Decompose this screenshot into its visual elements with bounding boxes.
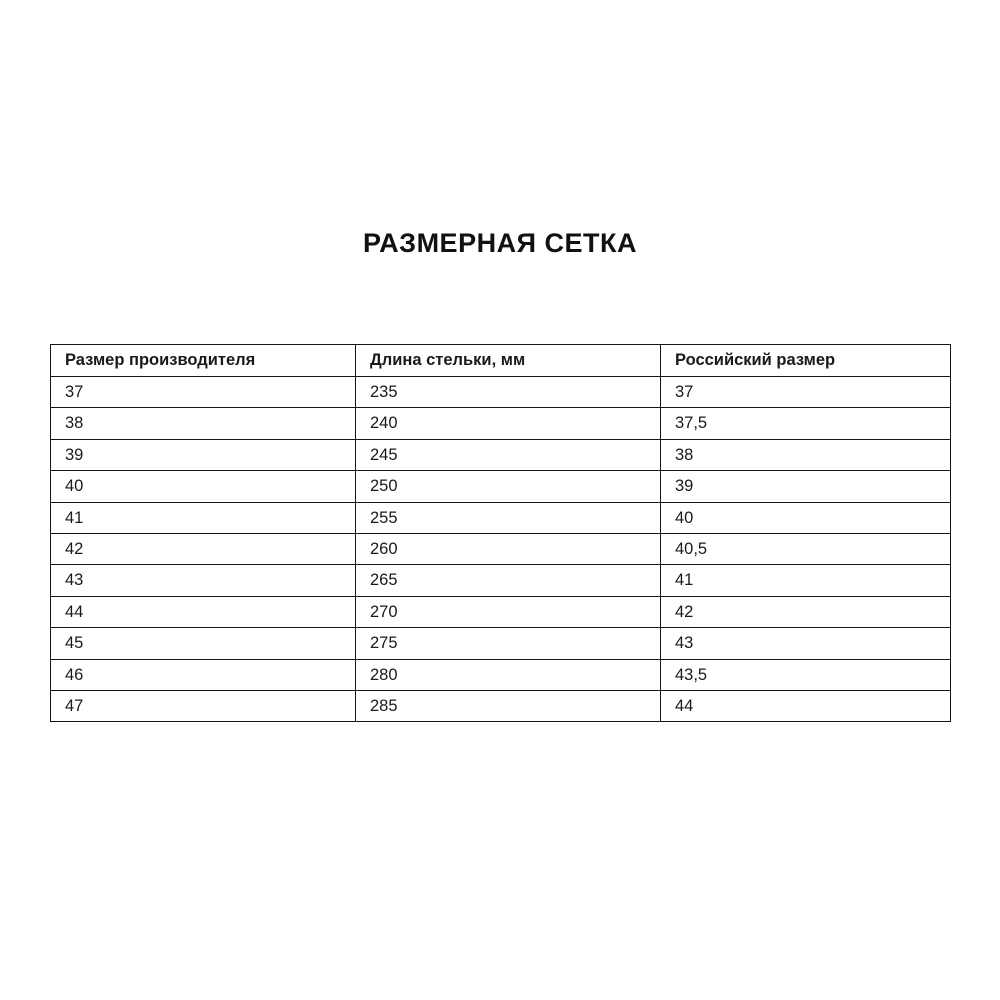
cell-manufacturer-size: 43 xyxy=(51,565,356,596)
table-header xyxy=(51,345,951,377)
cell-russian-size: 40,5 xyxy=(661,534,951,565)
table-row xyxy=(51,691,951,722)
cell-insole-length: 265 xyxy=(356,565,661,596)
size-table-container xyxy=(50,344,950,722)
cell-manufacturer-size: 44 xyxy=(51,596,356,627)
cell-insole-length: 250 xyxy=(356,471,661,502)
cell-russian-size: 44 xyxy=(661,691,951,722)
cell-insole-length: 280 xyxy=(356,659,661,690)
cell-manufacturer-size: 39 xyxy=(51,439,356,470)
column-header-russian-size: Российский размер xyxy=(661,345,951,377)
cell-manufacturer-size: 38 xyxy=(51,408,356,439)
cell-manufacturer-size: 37 xyxy=(51,377,356,408)
cell-insole-length: 270 xyxy=(356,596,661,627)
size-table xyxy=(50,344,951,722)
table-row xyxy=(51,659,951,690)
table-row xyxy=(51,502,951,533)
cell-insole-length: 240 xyxy=(356,408,661,439)
cell-manufacturer-size: 42 xyxy=(51,534,356,565)
cell-insole-length: 255 xyxy=(356,502,661,533)
cell-russian-size: 38 xyxy=(661,439,951,470)
cell-manufacturer-size: 46 xyxy=(51,659,356,690)
cell-insole-length: 275 xyxy=(356,628,661,659)
cell-insole-length: 235 xyxy=(356,377,661,408)
cell-russian-size: 37 xyxy=(661,377,951,408)
cell-manufacturer-size: 41 xyxy=(51,502,356,533)
cell-insole-length: 260 xyxy=(356,534,661,565)
table-row xyxy=(51,377,951,408)
table-row xyxy=(51,534,951,565)
table-row xyxy=(51,471,951,502)
cell-russian-size: 41 xyxy=(661,565,951,596)
table-row xyxy=(51,596,951,627)
cell-russian-size: 43,5 xyxy=(661,659,951,690)
table-row xyxy=(51,565,951,596)
column-header-manufacturer-size: Размер производителя xyxy=(51,345,356,377)
table-header-row xyxy=(51,345,951,377)
table-row xyxy=(51,439,951,470)
cell-russian-size: 39 xyxy=(661,471,951,502)
cell-russian-size: 40 xyxy=(661,502,951,533)
cell-manufacturer-size: 45 xyxy=(51,628,356,659)
page-title: РАЗМЕРНАЯ СЕТКА xyxy=(363,228,637,258)
cell-manufacturer-size: 40 xyxy=(51,471,356,502)
cell-manufacturer-size: 47 xyxy=(51,691,356,722)
cell-russian-size: 37,5 xyxy=(661,408,951,439)
cell-russian-size: 43 xyxy=(661,628,951,659)
column-header-insole-length: Длина стельки, мм xyxy=(356,345,661,377)
table-row xyxy=(51,628,951,659)
table-row xyxy=(51,408,951,439)
cell-russian-size: 42 xyxy=(661,596,951,627)
table-body xyxy=(51,377,951,722)
cell-insole-length: 285 xyxy=(356,691,661,722)
cell-insole-length: 245 xyxy=(356,439,661,470)
